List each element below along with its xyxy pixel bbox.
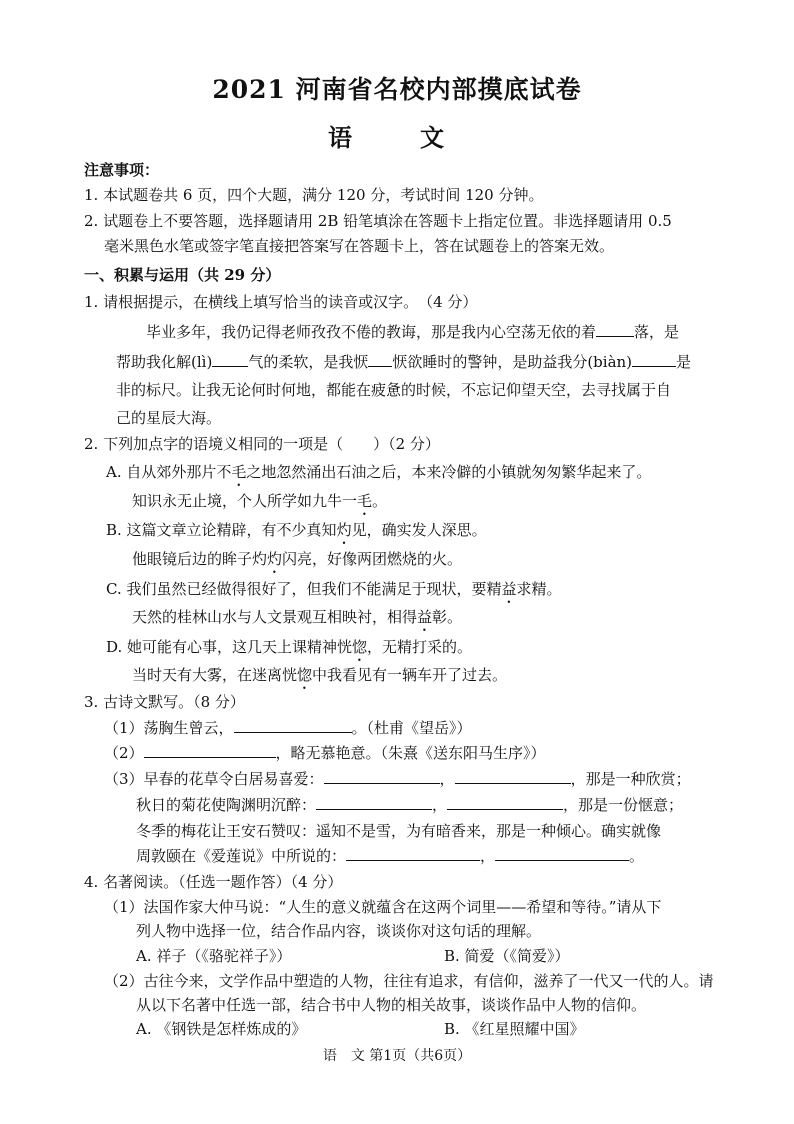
q1-blank-2 xyxy=(212,352,248,367)
q3-i3-text: （3）早春的花草令白居易喜爱： xyxy=(104,770,324,788)
q3-blank-2 xyxy=(144,743,276,758)
q2-a1-text: A. 自从郊外那片不 xyxy=(106,463,232,481)
q4-sub2-line-1: （2）古往今来，文学作品中塑造的人物，往往有追求，有信仰，滋养了一代又一代的人。请 xyxy=(104,972,714,990)
q3-item-5: 冬季的梅花让王安石赞叹：遥知不是雪，为有暗香来，那是一种倾心。确实就像 xyxy=(136,822,662,840)
q1-blank-3 xyxy=(368,352,392,367)
q4-sub1-line-1: （1）法国作家大仲马说：“人生的意义就蕴含在这两个词里——希望和等待。”请从下 xyxy=(104,898,662,916)
q1-p1-text-a: 毕业多年，我仍记得老师孜孜不倦的教诲，那是我内心空荡无依的着 xyxy=(146,323,597,341)
q3-blank-8 xyxy=(495,846,629,861)
q3-i6-sep: ， xyxy=(480,847,496,865)
q3-item-6 xyxy=(136,846,644,866)
notes-heading: 注意事项： xyxy=(84,161,160,179)
q1-blank-1 xyxy=(596,322,634,337)
section-heading: 一、积累与运用（共 29 分） xyxy=(84,266,281,284)
q3-i2-text: （2） xyxy=(104,744,144,762)
q2-c2-dotted-char: 益 xyxy=(417,608,433,626)
q2-stem: 2. 下列加点字的语境义相同的一项是（ ）（2 分） xyxy=(84,435,440,453)
q3-stem: 3. 古诗文默写。（8 分） xyxy=(84,693,245,711)
q2-b1-text: B. 这篇文章立论精辟，有不少真知 xyxy=(106,521,337,539)
q3-blank-1 xyxy=(234,718,352,733)
q1-passage-line-2 xyxy=(116,352,691,372)
q2-a2-text-b: 。 xyxy=(372,492,388,510)
q2-c2-text-b: 彰。 xyxy=(432,608,463,626)
q2-d2-text: 当时天有大雾，在迷离恍 xyxy=(132,666,298,684)
q2-a2-text: 知识永无止境，个人所学如九牛一 xyxy=(132,492,358,510)
q2-d1-text-b: ，无精打采的。 xyxy=(367,638,473,656)
q2-option-a-line-1 xyxy=(106,462,651,490)
q2-a1-dotted-char: 毛 xyxy=(231,463,247,481)
q2-d2-dotted-char: 惚 xyxy=(297,666,313,684)
note-item-2-cont: 毫米黑色水笔或签字笔直接把答案写在答题卡上，答在试题卷上的答案无效。 xyxy=(104,237,615,255)
q3-item-3 xyxy=(104,769,691,789)
q1-p1-text-b: 落，是 xyxy=(634,323,680,341)
subject-title: 语 文 xyxy=(328,123,466,152)
q2-option-a-line-2 xyxy=(132,491,387,519)
q3-item-2 xyxy=(104,743,546,763)
q4-sub2-line-2: 从以下名著中任选一部，结合书中人物的相关故事，谈谈作品中人物的信仰。 xyxy=(136,996,647,1014)
q2-b1-text-b: 见，确实发人深思。 xyxy=(351,521,487,539)
q3-i6-text-c: 。 xyxy=(629,847,645,865)
q2-c2-text: 天然的桂林山水与人文景观互相映衬，相得 xyxy=(132,608,418,626)
q2-c1-text-b: 求精。 xyxy=(516,580,562,598)
q1-stem: 1. 请根据提示，在横线上填写恰当的读音或汉字。 （4 分） xyxy=(84,293,478,311)
q2-d1-text: D. 她可能有心事，这几天上课精神恍 xyxy=(106,638,353,656)
q1-p2-text-a: 帮助我化解(lì) xyxy=(116,353,213,371)
q3-i4-text-c: ，那是一份惬意； xyxy=(563,796,684,814)
q4-stem: 4. 名著阅读。（任选一题作答）（4 分） xyxy=(84,873,343,891)
q3-item-1 xyxy=(104,718,472,738)
q3-blank-3 xyxy=(324,769,440,784)
q1-passage-line-1 xyxy=(146,322,679,342)
exam-title: 2021 河南省名校内部摸底试卷 xyxy=(212,75,582,104)
q2-option-d-line-1 xyxy=(106,637,472,665)
q2-option-c-line-2 xyxy=(132,607,462,635)
page-footer: 语 文 第1页（共6页） xyxy=(322,1048,472,1064)
q1-p2-text-d: 是 xyxy=(676,353,692,371)
note-item-2: 2. 试题卷上不要答题，选择题请用 2B 铅笔填涂在答题卡上指定位置。非选择题请用 0.5 xyxy=(84,212,672,230)
q2-option-d-line-2 xyxy=(132,665,507,693)
q2-a2-dotted-char: 毛 xyxy=(357,492,373,510)
q3-blank-4 xyxy=(455,769,571,784)
q3-item-4 xyxy=(136,795,683,815)
q1-blank-4 xyxy=(632,352,676,367)
q3-i1-text: （1）荡胸生曾云， xyxy=(104,719,234,737)
q2-option-b-line-1 xyxy=(106,520,487,548)
q2-a1-text-b: 之地忽然涌出石油之后，本来冷僻的小镇就匆匆繁华起来了。 xyxy=(246,463,652,481)
q3-i3-text-c: ，那是一种欣赏； xyxy=(570,770,691,788)
q2-b2-text-b: 闪亮，好像两团燃烧的火。 xyxy=(282,550,463,568)
q2-b2-dotted-char: 灼 xyxy=(267,550,283,568)
q1-passage-line-3: 非的标尺。让我无论何时何地，都能在疲惫的时候，不忘记仰望天空，去寻找属于自 xyxy=(116,381,672,399)
q4-sub1-option-b: B. 简爱（《简爱》） xyxy=(444,947,570,965)
q2-d1-dotted-char: 惚 xyxy=(352,638,368,656)
q4-sub2-option-b: B. 《红星照耀中国》 xyxy=(444,1020,585,1038)
q3-i4-sep: ， xyxy=(432,796,448,814)
q3-i2-text-b: ，略无慕艳意。（朱熹《送东阳马生序》） xyxy=(275,744,546,762)
q3-blank-7 xyxy=(346,846,480,861)
q4-sub2-option-a: A. 《钢铁是怎样炼成的》 xyxy=(136,1020,307,1038)
q2-d2-text-b: 中我看见有一辆车开了过去。 xyxy=(312,666,508,684)
note-item-1: 1. 本试题卷共 6 页，四个大题，满分 120 分，考试时间 120 分钟。 xyxy=(84,186,544,204)
q2-option-b-line-2 xyxy=(132,549,462,577)
q3-blank-6 xyxy=(447,795,563,810)
q3-i1-text-b: 。（杜甫《望岳》） xyxy=(351,719,472,737)
q2-b2-text: 他眼镜后边的眸子灼 xyxy=(132,550,268,568)
q4-sub1-option-a: A. 祥子（《骆驼祥子》） xyxy=(136,947,292,965)
q3-i4-text: 秋日的菊花使陶渊明沉醉： xyxy=(136,796,317,814)
q3-i6-text: 周敦颐在《爱莲说》中所说的： xyxy=(136,847,347,865)
q2-option-c-line-1 xyxy=(106,579,562,607)
q2-b1-dotted-char: 灼 xyxy=(336,521,352,539)
q1-passage-line-4: 己的星辰大海。 xyxy=(116,409,222,427)
q2-c1-dotted-char: 益 xyxy=(501,580,517,598)
q4-sub1-line-2: 列人物中选择一位，结合作品内容，谈谈你对这句话的理解。 xyxy=(136,922,542,940)
q3-blank-5 xyxy=(316,795,432,810)
q1-p2-text-b: 气的柔软，是我恹 xyxy=(248,353,369,371)
q3-i3-sep: ， xyxy=(439,770,455,788)
q1-p2-text-c: 恹欲睡时的警钟，是助益我分(biàn) xyxy=(392,353,633,371)
q2-c1-text: C. 我们虽然已经做得很好了，但我们不能满足于现状，要精 xyxy=(106,580,502,598)
